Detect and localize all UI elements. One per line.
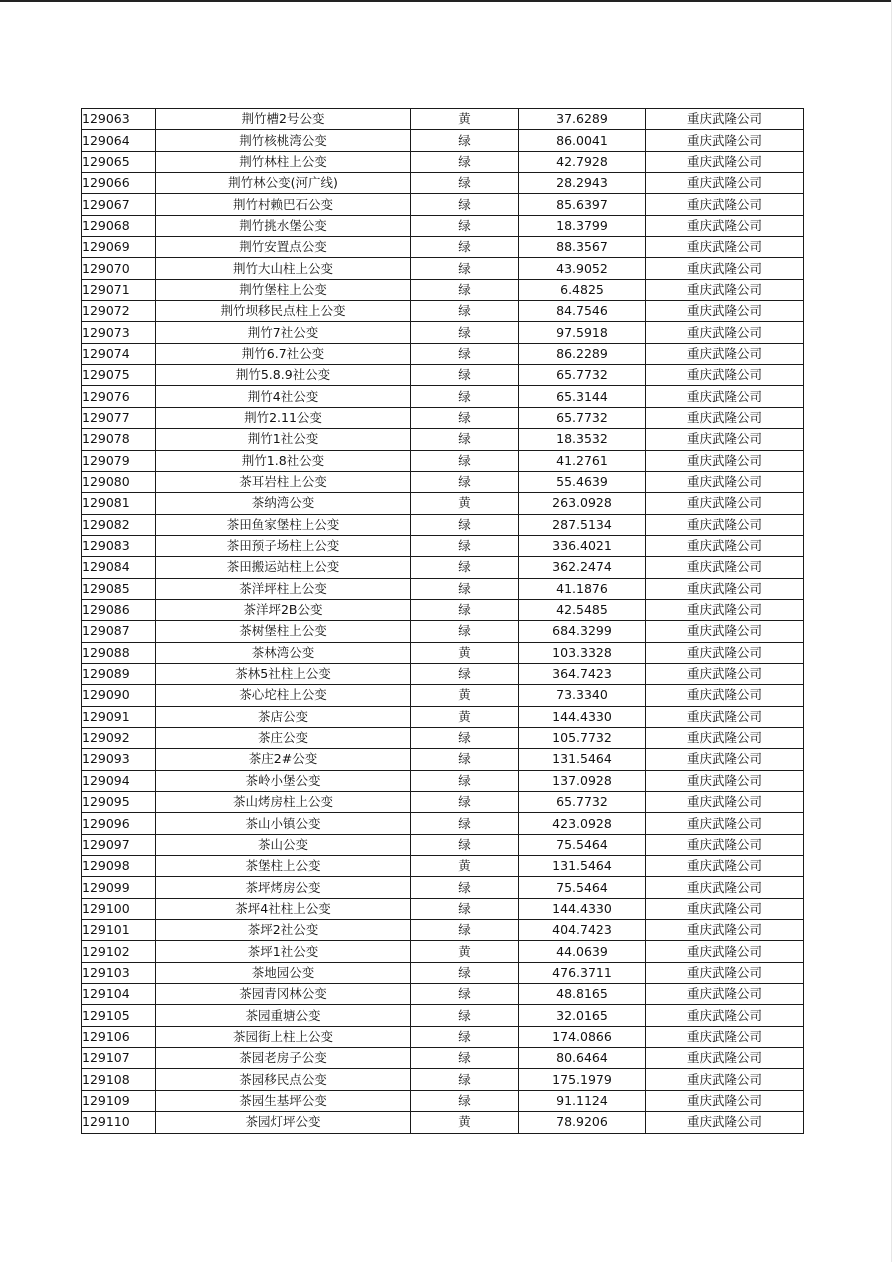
- cell-value: 6.4825: [519, 279, 646, 300]
- cell-status-color: 绿: [411, 151, 519, 172]
- cell-value: 336.4021: [519, 535, 646, 556]
- cell-company: 重庆武隆公司: [646, 706, 804, 727]
- cell-value: 65.7732: [519, 365, 646, 386]
- cell-value: 131.5464: [519, 749, 646, 770]
- cell-id: 129100: [82, 898, 156, 919]
- cell-company: 重庆武隆公司: [646, 1005, 804, 1026]
- cell-id: 129071: [82, 279, 156, 300]
- cell-value: 75.5464: [519, 877, 646, 898]
- cell-name: 茶田搬运站柱上公变: [156, 557, 411, 578]
- cell-value: 44.0639: [519, 941, 646, 962]
- cell-company: 重庆武隆公司: [646, 493, 804, 514]
- cell-value: 88.3567: [519, 237, 646, 258]
- cell-status-color: 绿: [411, 535, 519, 556]
- cell-company: 重庆武隆公司: [646, 578, 804, 599]
- cell-name: 茶庄公变: [156, 727, 411, 748]
- table-row: [82, 535, 804, 556]
- table-row: [82, 578, 804, 599]
- cell-status-color: 绿: [411, 877, 519, 898]
- cell-status-color: 绿: [411, 322, 519, 343]
- cell-status-color: 绿: [411, 386, 519, 407]
- cell-value: 91.1124: [519, 1090, 646, 1111]
- cell-status-color: 绿: [411, 792, 519, 813]
- cell-name: 茶林5社柱上公变: [156, 663, 411, 684]
- cell-name: 茶园老房子公变: [156, 1048, 411, 1069]
- cell-id: 129086: [82, 599, 156, 620]
- cell-id: 129081: [82, 493, 156, 514]
- cell-value: 423.0928: [519, 813, 646, 834]
- cell-name: 荆竹安置点公变: [156, 237, 411, 258]
- cell-name: 荆竹堡柱上公变: [156, 279, 411, 300]
- cell-status-color: 绿: [411, 920, 519, 941]
- cell-id: 129087: [82, 621, 156, 642]
- cell-name: 荆竹槽2号公变: [156, 109, 411, 130]
- cell-name: 茶园灯坪公变: [156, 1112, 411, 1133]
- cell-value: 41.1876: [519, 578, 646, 599]
- cell-id: 129109: [82, 1090, 156, 1111]
- cell-company: 重庆武隆公司: [646, 301, 804, 322]
- table-row: [82, 813, 804, 834]
- cell-id: 129098: [82, 856, 156, 877]
- table-row: [82, 599, 804, 620]
- cell-id: 129090: [82, 685, 156, 706]
- cell-name: 茶山公变: [156, 834, 411, 855]
- cell-value: 75.5464: [519, 834, 646, 855]
- table-row: [82, 301, 804, 322]
- cell-value: 287.5134: [519, 514, 646, 535]
- cell-status-color: 绿: [411, 215, 519, 236]
- cell-company: 重庆武隆公司: [646, 194, 804, 215]
- cell-value: 78.9206: [519, 1112, 646, 1133]
- cell-id: 129106: [82, 1026, 156, 1047]
- table-row: [82, 173, 804, 194]
- cell-status-color: 绿: [411, 1090, 519, 1111]
- cell-name: 荆竹5.8.9社公变: [156, 365, 411, 386]
- cell-value: 18.3799: [519, 215, 646, 236]
- cell-id: 129075: [82, 365, 156, 386]
- cell-company: 重庆武隆公司: [646, 279, 804, 300]
- table-row: [82, 514, 804, 535]
- cell-id: 129088: [82, 642, 156, 663]
- cell-company: 重庆武隆公司: [646, 749, 804, 770]
- cell-name: 荆竹2.11公变: [156, 407, 411, 428]
- cell-name: 荆竹4社公变: [156, 386, 411, 407]
- cell-value: 105.7732: [519, 727, 646, 748]
- table-row: [82, 557, 804, 578]
- cell-id: 129085: [82, 578, 156, 599]
- cell-status-color: 绿: [411, 279, 519, 300]
- cell-status-color: 绿: [411, 130, 519, 151]
- table-row: [82, 727, 804, 748]
- cell-company: 重庆武隆公司: [646, 173, 804, 194]
- cell-value: 263.0928: [519, 493, 646, 514]
- cell-value: 84.7546: [519, 301, 646, 322]
- cell-company: 重庆武隆公司: [646, 834, 804, 855]
- cell-name: 茶坪2社公变: [156, 920, 411, 941]
- cell-name: 茶洋坪柱上公变: [156, 578, 411, 599]
- cell-value: 32.0165: [519, 1005, 646, 1026]
- cell-value: 404.7423: [519, 920, 646, 941]
- cell-value: 137.0928: [519, 770, 646, 791]
- cell-value: 85.6397: [519, 194, 646, 215]
- cell-status-color: 黄: [411, 856, 519, 877]
- cell-name: 茶坪烤房公变: [156, 877, 411, 898]
- cell-status-color: 绿: [411, 194, 519, 215]
- cell-value: 42.7928: [519, 151, 646, 172]
- cell-value: 65.7732: [519, 407, 646, 428]
- cell-status-color: 绿: [411, 258, 519, 279]
- cell-name: 茶店公变: [156, 706, 411, 727]
- table-row: [82, 386, 804, 407]
- cell-company: 重庆武隆公司: [646, 535, 804, 556]
- cell-id: 129101: [82, 920, 156, 941]
- cell-name: 茶心坨柱上公变: [156, 685, 411, 706]
- cell-status-color: 黄: [411, 109, 519, 130]
- cell-company: 重庆武隆公司: [646, 941, 804, 962]
- cell-company: 重庆武隆公司: [646, 130, 804, 151]
- cell-value: 364.7423: [519, 663, 646, 684]
- cell-company: 重庆武隆公司: [646, 727, 804, 748]
- cell-name: 茶林湾公变: [156, 642, 411, 663]
- cell-status-color: 绿: [411, 343, 519, 364]
- table-row: [82, 941, 804, 962]
- cell-name: 荆竹坝移民点柱上公变: [156, 301, 411, 322]
- table-row: [82, 258, 804, 279]
- cell-company: 重庆武隆公司: [646, 365, 804, 386]
- table-row: [82, 770, 804, 791]
- cell-id: 129107: [82, 1048, 156, 1069]
- table-row: [82, 792, 804, 813]
- cell-id: 129076: [82, 386, 156, 407]
- cell-company: 重庆武隆公司: [646, 429, 804, 450]
- cell-company: 重庆武隆公司: [646, 407, 804, 428]
- cell-name: 茶地园公变: [156, 962, 411, 983]
- cell-company: 重庆武隆公司: [646, 322, 804, 343]
- cell-company: 重庆武隆公司: [646, 856, 804, 877]
- table-row: [82, 834, 804, 855]
- cell-company: 重庆武隆公司: [646, 1069, 804, 1090]
- cell-name: 荆竹挑水堡公变: [156, 215, 411, 236]
- cell-id: 129074: [82, 343, 156, 364]
- page-top-border: [0, 0, 892, 2]
- cell-value: 48.8165: [519, 984, 646, 1005]
- cell-name: 荆竹1社公变: [156, 429, 411, 450]
- cell-id: 129091: [82, 706, 156, 727]
- cell-name: 荆竹1.8社公变: [156, 450, 411, 471]
- cell-id: 129067: [82, 194, 156, 215]
- cell-status-color: 绿: [411, 727, 519, 748]
- cell-status-color: 绿: [411, 834, 519, 855]
- cell-status-color: 绿: [411, 770, 519, 791]
- cell-company: 重庆武隆公司: [646, 792, 804, 813]
- cell-status-color: 绿: [411, 450, 519, 471]
- cell-id: 129097: [82, 834, 156, 855]
- cell-status-color: 绿: [411, 813, 519, 834]
- cell-value: 42.5485: [519, 599, 646, 620]
- cell-value: 131.5464: [519, 856, 646, 877]
- cell-status-color: 绿: [411, 1026, 519, 1047]
- transformer-table: [81, 108, 804, 1134]
- cell-company: 重庆武隆公司: [646, 514, 804, 535]
- cell-name: 茶洋坪2B公变: [156, 599, 411, 620]
- cell-id: 129103: [82, 962, 156, 983]
- cell-status-color: 绿: [411, 1005, 519, 1026]
- table-row: [82, 429, 804, 450]
- cell-status-color: 绿: [411, 301, 519, 322]
- table-body: [82, 109, 804, 1134]
- cell-name: 茶园街上柱上公变: [156, 1026, 411, 1047]
- cell-value: 362.2474: [519, 557, 646, 578]
- cell-company: 重庆武隆公司: [646, 621, 804, 642]
- cell-status-color: 黄: [411, 1112, 519, 1133]
- cell-status-color: 绿: [411, 407, 519, 428]
- table-row: [82, 365, 804, 386]
- table-row: [82, 984, 804, 1005]
- cell-id: 129069: [82, 237, 156, 258]
- cell-name: 茶庄2#公变: [156, 749, 411, 770]
- cell-status-color: 绿: [411, 237, 519, 258]
- cell-status-color: 绿: [411, 471, 519, 492]
- cell-status-color: 绿: [411, 173, 519, 194]
- cell-status-color: 绿: [411, 898, 519, 919]
- cell-value: 28.2943: [519, 173, 646, 194]
- cell-value: 144.4330: [519, 706, 646, 727]
- cell-id: 129095: [82, 792, 156, 813]
- cell-status-color: 绿: [411, 1069, 519, 1090]
- table-row: [82, 1112, 804, 1133]
- cell-company: 重庆武隆公司: [646, 1112, 804, 1133]
- cell-id: 129099: [82, 877, 156, 898]
- cell-company: 重庆武隆公司: [646, 343, 804, 364]
- cell-company: 重庆武隆公司: [646, 237, 804, 258]
- cell-value: 86.0041: [519, 130, 646, 151]
- table-row: [82, 877, 804, 898]
- cell-status-color: 绿: [411, 599, 519, 620]
- table-row: [82, 279, 804, 300]
- cell-name: 荆竹7社公变: [156, 322, 411, 343]
- cell-name: 茶耳岩柱上公变: [156, 471, 411, 492]
- cell-value: 476.3711: [519, 962, 646, 983]
- cell-company: 重庆武隆公司: [646, 642, 804, 663]
- table-row: [82, 194, 804, 215]
- cell-status-color: 黄: [411, 642, 519, 663]
- cell-status-color: 绿: [411, 663, 519, 684]
- cell-company: 重庆武隆公司: [646, 599, 804, 620]
- table-row: [82, 130, 804, 151]
- cell-value: 43.9052: [519, 258, 646, 279]
- cell-value: 80.6464: [519, 1048, 646, 1069]
- cell-company: 重庆武隆公司: [646, 984, 804, 1005]
- cell-status-color: 黄: [411, 493, 519, 514]
- cell-name: 茶树堡柱上公变: [156, 621, 411, 642]
- table-row: [82, 343, 804, 364]
- cell-name: 荆竹林柱上公变: [156, 151, 411, 172]
- cell-value: 103.3328: [519, 642, 646, 663]
- cell-id: 129078: [82, 429, 156, 450]
- cell-value: 174.0866: [519, 1026, 646, 1047]
- table-row: [82, 663, 804, 684]
- cell-id: 129079: [82, 450, 156, 471]
- cell-company: 重庆武隆公司: [646, 1026, 804, 1047]
- cell-status-color: 绿: [411, 1048, 519, 1069]
- cell-value: 55.4639: [519, 471, 646, 492]
- table-row: [82, 920, 804, 941]
- cell-company: 重庆武隆公司: [646, 151, 804, 172]
- table-row: [82, 621, 804, 642]
- cell-value: 86.2289: [519, 343, 646, 364]
- cell-name: 茶田鱼家堡柱上公变: [156, 514, 411, 535]
- table-row: [82, 151, 804, 172]
- table-row: [82, 962, 804, 983]
- cell-company: 重庆武隆公司: [646, 877, 804, 898]
- table-row: [82, 322, 804, 343]
- cell-name: 茶山小镇公变: [156, 813, 411, 834]
- table-row: [82, 493, 804, 514]
- table-row: [82, 1069, 804, 1090]
- cell-id: 129096: [82, 813, 156, 834]
- cell-status-color: 绿: [411, 557, 519, 578]
- cell-name: 荆竹大山柱上公变: [156, 258, 411, 279]
- cell-id: 129070: [82, 258, 156, 279]
- cell-name: 茶堡柱上公变: [156, 856, 411, 877]
- cell-name: 茶园青冈林公变: [156, 984, 411, 1005]
- cell-status-color: 绿: [411, 514, 519, 535]
- table-row: [82, 1090, 804, 1111]
- cell-id: 129083: [82, 535, 156, 556]
- cell-company: 重庆武隆公司: [646, 450, 804, 471]
- cell-id: 129073: [82, 322, 156, 343]
- cell-company: 重庆武隆公司: [646, 557, 804, 578]
- cell-id: 129094: [82, 770, 156, 791]
- cell-id: 129072: [82, 301, 156, 322]
- table-row: [82, 642, 804, 663]
- cell-status-color: 黄: [411, 706, 519, 727]
- cell-value: 65.3144: [519, 386, 646, 407]
- cell-company: 重庆武隆公司: [646, 813, 804, 834]
- table-row: [82, 1048, 804, 1069]
- cell-id: 129064: [82, 130, 156, 151]
- cell-id: 129066: [82, 173, 156, 194]
- cell-status-color: 绿: [411, 984, 519, 1005]
- table-row: [82, 109, 804, 130]
- cell-value: 41.2761: [519, 450, 646, 471]
- table-row: [82, 237, 804, 258]
- cell-status-color: 绿: [411, 365, 519, 386]
- cell-value: 144.4330: [519, 898, 646, 919]
- cell-name: 茶坪4社柱上公变: [156, 898, 411, 919]
- cell-id: 129104: [82, 984, 156, 1005]
- cell-id: 129082: [82, 514, 156, 535]
- table-row: [82, 898, 804, 919]
- cell-company: 重庆武隆公司: [646, 258, 804, 279]
- table-row: [82, 706, 804, 727]
- cell-company: 重庆武隆公司: [646, 920, 804, 941]
- cell-id: 129105: [82, 1005, 156, 1026]
- cell-company: 重庆武隆公司: [646, 898, 804, 919]
- cell-name: 茶园移民点公变: [156, 1069, 411, 1090]
- cell-status-color: 黄: [411, 685, 519, 706]
- cell-company: 重庆武隆公司: [646, 1090, 804, 1111]
- table-row: [82, 1005, 804, 1026]
- cell-name: 茶田预子场柱上公变: [156, 535, 411, 556]
- cell-name: 荆竹村赖巴石公变: [156, 194, 411, 215]
- cell-id: 129110: [82, 1112, 156, 1133]
- cell-value: 65.7732: [519, 792, 646, 813]
- cell-name: 茶岭小堡公变: [156, 770, 411, 791]
- cell-name: 荆竹核桃湾公变: [156, 130, 411, 151]
- cell-company: 重庆武隆公司: [646, 109, 804, 130]
- cell-name: 茶园生基坪公变: [156, 1090, 411, 1111]
- cell-id: 129063: [82, 109, 156, 130]
- cell-company: 重庆武隆公司: [646, 962, 804, 983]
- cell-company: 重庆武隆公司: [646, 770, 804, 791]
- cell-id: 129080: [82, 471, 156, 492]
- cell-name: 茶山烤房柱上公变: [156, 792, 411, 813]
- cell-status-color: 黄: [411, 941, 519, 962]
- cell-id: 129089: [82, 663, 156, 684]
- cell-id: 129068: [82, 215, 156, 236]
- cell-name: 茶纳湾公变: [156, 493, 411, 514]
- cell-id: 129092: [82, 727, 156, 748]
- cell-id: 129077: [82, 407, 156, 428]
- cell-status-color: 绿: [411, 578, 519, 599]
- cell-name: 茶园重塘公变: [156, 1005, 411, 1026]
- cell-id: 129065: [82, 151, 156, 172]
- table-row: [82, 450, 804, 471]
- table-row: [82, 215, 804, 236]
- table-row: [82, 685, 804, 706]
- cell-name: 荆竹林公变(河广线): [156, 173, 411, 194]
- table-row: [82, 1026, 804, 1047]
- cell-company: 重庆武隆公司: [646, 215, 804, 236]
- cell-value: 18.3532: [519, 429, 646, 450]
- cell-company: 重庆武隆公司: [646, 685, 804, 706]
- cell-value: 97.5918: [519, 322, 646, 343]
- table-row: [82, 471, 804, 492]
- cell-id: 129084: [82, 557, 156, 578]
- cell-status-color: 绿: [411, 962, 519, 983]
- table-row: [82, 856, 804, 877]
- cell-value: 175.1979: [519, 1069, 646, 1090]
- cell-company: 重庆武隆公司: [646, 386, 804, 407]
- cell-name: 荆竹6.7社公变: [156, 343, 411, 364]
- cell-id: 129108: [82, 1069, 156, 1090]
- cell-value: 73.3340: [519, 685, 646, 706]
- cell-company: 重庆武隆公司: [646, 1048, 804, 1069]
- cell-company: 重庆武隆公司: [646, 471, 804, 492]
- cell-value: 37.6289: [519, 109, 646, 130]
- cell-id: 129093: [82, 749, 156, 770]
- cell-value: 684.3299: [519, 621, 646, 642]
- table-row: [82, 749, 804, 770]
- cell-status-color: 绿: [411, 749, 519, 770]
- cell-id: 129102: [82, 941, 156, 962]
- cell-company: 重庆武隆公司: [646, 663, 804, 684]
- cell-status-color: 绿: [411, 429, 519, 450]
- cell-name: 茶坪1社公变: [156, 941, 411, 962]
- table-row: [82, 407, 804, 428]
- cell-status-color: 绿: [411, 621, 519, 642]
